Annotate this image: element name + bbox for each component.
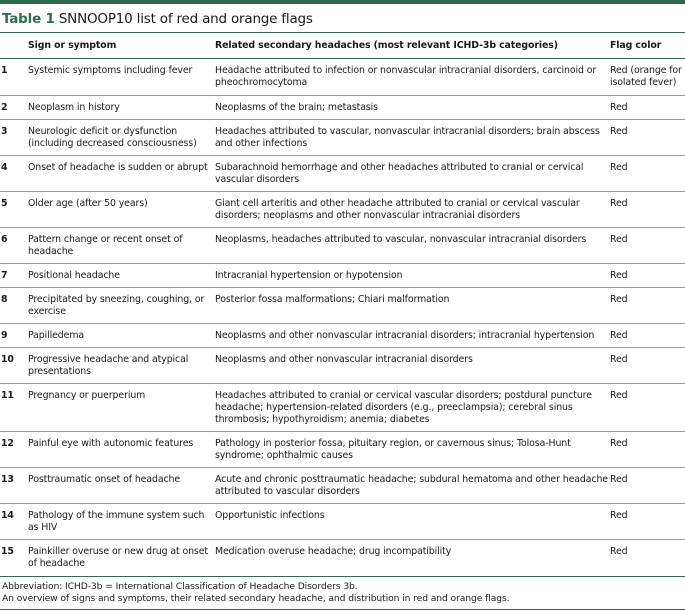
- row-sign-cell: [28, 504, 215, 540]
- row-related: Headaches attributed to cranial or cervical vascular disorders; postdural puncture headache; hypertension-related disorders (e.g., preeclampsia); cerebral sinus thrombosis; hypothyroidism; anemia; diabetes: [215, 390, 592, 425]
- row-number: 9: [1, 330, 8, 341]
- table-row: [0, 192, 685, 228]
- row-sign: Pattern change or recent onset of headache: [28, 234, 183, 257]
- row-related: Headaches attributed to vascular, nonvascular intracranial disorders; brain abscess and other infections: [215, 126, 600, 149]
- row-related-cell: [215, 432, 610, 468]
- row-sign-cell: [28, 468, 215, 504]
- row-sign-cell: [28, 324, 215, 348]
- row-sign-cell: [28, 540, 215, 577]
- row-sign-cell: [28, 264, 215, 288]
- row-flag: Red: [610, 102, 628, 113]
- table-row: [0, 228, 685, 264]
- top-rule: [0, 0, 685, 4]
- row-related: Neoplasms, headaches attributed to vascular, nonvascular intracranial disorders: [215, 234, 587, 245]
- row-flag-cell: [610, 264, 685, 288]
- row-flag-cell: [610, 348, 685, 384]
- row-related-cell: [215, 504, 610, 540]
- table-caption: [2, 11, 313, 27]
- row-number: 11: [1, 390, 14, 401]
- row-sign: Positional headache: [28, 270, 120, 281]
- row-flag: Red: [610, 546, 628, 557]
- footnote-description: An overview of signs and symptoms, their related secondary headache, and distribution in red and orange flags.: [2, 592, 510, 604]
- row-flag: Red: [610, 234, 628, 245]
- row-related-cell: [215, 156, 610, 192]
- row-sign-cell: [28, 228, 215, 264]
- row-number-cell: [0, 468, 28, 504]
- row-flag: Red: [610, 330, 628, 341]
- row-number-cell: [0, 228, 28, 264]
- row-number-cell: [0, 540, 28, 577]
- row-related: Neoplasms and other nonvascular intracranial disorders; intracranial hypertension: [215, 330, 595, 341]
- row-flag: Red: [610, 390, 628, 401]
- row-related: Pathology in posterior fossa, pituitary region, or cavernous sinus; Tolosa-Hunt syndrome; ophthalmic causes: [215, 438, 571, 461]
- row-number-cell: [0, 324, 28, 348]
- row-number-cell: [0, 156, 28, 192]
- row-number-cell: [0, 96, 28, 120]
- row-number: 15: [1, 546, 14, 557]
- row-number: 7: [1, 270, 8, 281]
- row-number: 4: [1, 162, 8, 173]
- table-row: [0, 156, 685, 192]
- table-row: [0, 120, 685, 156]
- row-sign-cell: [28, 59, 215, 96]
- row-sign: Systemic symptoms including fever: [28, 65, 193, 76]
- row-related-cell: [215, 96, 610, 120]
- row-related-cell: [215, 288, 610, 324]
- row-number-cell: [0, 288, 28, 324]
- row-sign: Older age (after 50 years): [28, 198, 148, 209]
- row-related: Neoplasms of the brain; metastasis: [215, 102, 378, 113]
- row-related: Neoplasms and other nonvascular intracranial disorders: [215, 354, 473, 365]
- row-related: Intracranial hypertension or hypotension: [215, 270, 403, 281]
- row-flag: Red: [610, 474, 628, 485]
- row-related: Subarachnoid hemorrhage and other headaches attributed to cranial or cervical vascular disorders: [215, 162, 584, 185]
- table-row: [0, 264, 685, 288]
- row-flag: Red (orange for isolated fever): [610, 65, 682, 88]
- row-number-cell: [0, 384, 28, 432]
- row-number: 1: [1, 65, 8, 76]
- table-row: [0, 324, 685, 348]
- row-flag: Red: [610, 294, 628, 305]
- row-number: 5: [1, 198, 8, 209]
- row-number-cell: [0, 59, 28, 96]
- footnote-abbreviation: Abbreviation: ICHD-3b = International Classification of Headache Disorders 3b.: [2, 581, 358, 592]
- row-number: 13: [1, 474, 14, 485]
- row-related: Acute and chronic posttraumatic headache; subdural hematoma and other headache attributed to vascular disorders: [215, 474, 608, 497]
- row-number-cell: [0, 504, 28, 540]
- row-sign-cell: [28, 384, 215, 432]
- table-header-row: [0, 33, 685, 59]
- row-flag-cell: [610, 156, 685, 192]
- table-row: [0, 384, 685, 432]
- row-sign: Precipitated by sneezing, coughing, or exercise: [28, 294, 205, 317]
- row-flag-cell: [610, 192, 685, 228]
- col-header-related: Related secondary headaches (most relevant ICHD-3b categories): [215, 33, 610, 59]
- table-footnotes: [2, 581, 509, 604]
- row-flag-cell: [610, 59, 685, 96]
- row-number: 12: [1, 438, 14, 449]
- row-related: Posterior fossa malformations; Chiari malformation: [215, 294, 450, 305]
- row-related-cell: [215, 120, 610, 156]
- row-sign-cell: [28, 192, 215, 228]
- row-sign: Neoplasm in history: [28, 102, 120, 113]
- row-number: 3: [1, 126, 8, 137]
- row-flag-cell: [610, 384, 685, 432]
- row-related: Medication overuse headache; drug incompatibility: [215, 546, 452, 557]
- row-related-cell: [215, 59, 610, 96]
- row-sign: Progressive headache and atypical presentations: [28, 354, 189, 377]
- row-sign-cell: [28, 348, 215, 384]
- row-flag-cell: [610, 228, 685, 264]
- row-sign-cell: [28, 96, 215, 120]
- row-sign: Painful eye with autonomic features: [28, 438, 194, 449]
- row-number: 6: [1, 234, 8, 245]
- row-number-cell: [0, 120, 28, 156]
- row-related: Giant cell arteritis and other headache attributed to cranial or cervical vascular disorders; neoplasms and other nonvascular intracranial disorders: [215, 198, 580, 221]
- row-sign: Onset of headache is sudden or abrupt: [28, 162, 208, 173]
- table-row: [0, 348, 685, 384]
- row-number-cell: [0, 432, 28, 468]
- table-row: [0, 540, 685, 577]
- row-flag: Red: [610, 198, 628, 209]
- row-flag-cell: [610, 288, 685, 324]
- row-sign-cell: [28, 120, 215, 156]
- col-header-sign: Sign or symptom: [28, 33, 215, 59]
- row-sign: Pregnancy or puerperium: [28, 390, 146, 401]
- table-title: SNNOOP10 list of red and orange flags: [58, 11, 313, 27]
- row-flag-cell: [610, 324, 685, 348]
- row-flag: Red: [610, 438, 628, 449]
- row-flag-cell: [610, 540, 685, 577]
- col-header-flag: Flag color: [610, 33, 685, 59]
- row-number: 10: [1, 354, 14, 365]
- row-number-cell: [0, 348, 28, 384]
- row-sign-cell: [28, 288, 215, 324]
- table-row: [0, 432, 685, 468]
- row-sign: Neurologic deficit or dysfunction (including decreased consciousness): [28, 126, 197, 149]
- row-number: 2: [1, 102, 8, 113]
- row-related-cell: [215, 348, 610, 384]
- col-header-number: [0, 33, 28, 59]
- row-number: 14: [1, 510, 14, 521]
- row-flag-cell: [610, 432, 685, 468]
- row-related-cell: [215, 468, 610, 504]
- row-related: Opportunistic infections: [215, 510, 325, 521]
- row-flag: Red: [610, 510, 628, 521]
- row-sign-cell: [28, 156, 215, 192]
- row-sign: Pathology of the immune system such as HIV: [28, 510, 205, 533]
- row-flag-cell: [610, 96, 685, 120]
- row-number-cell: [0, 264, 28, 288]
- row-sign: Posttraumatic onset of headache: [28, 474, 181, 485]
- row-sign: Painkiller overuse or new drug at onset of headache: [28, 546, 208, 569]
- row-related-cell: [215, 264, 610, 288]
- row-sign: Papilledema: [28, 330, 85, 341]
- table-label: Table 1: [2, 11, 55, 27]
- row-sign-cell: [28, 432, 215, 468]
- row-flag: Red: [610, 354, 628, 365]
- row-flag: Red: [610, 270, 628, 281]
- row-number: 8: [1, 294, 8, 305]
- table-row: [0, 288, 685, 324]
- row-related-cell: [215, 540, 610, 577]
- row-related-cell: [215, 384, 610, 432]
- row-flag: Red: [610, 126, 628, 137]
- table-row: [0, 468, 685, 504]
- table-row: [0, 59, 685, 96]
- bottom-rule: [0, 609, 685, 610]
- table-row: [0, 96, 685, 120]
- row-number-cell: [0, 192, 28, 228]
- row-related: Headache attributed to infection or nonvascular intracranial disorders, carcinoid or pheochromocytoma: [215, 65, 597, 88]
- row-flag-cell: [610, 468, 685, 504]
- row-flag-cell: [610, 120, 685, 156]
- row-related-cell: [215, 324, 610, 348]
- row-related-cell: [215, 192, 610, 228]
- row-related-cell: [215, 228, 610, 264]
- flags-table: [0, 33, 685, 577]
- table-row: [0, 504, 685, 540]
- row-flag: Red: [610, 162, 628, 173]
- row-flag-cell: [610, 504, 685, 540]
